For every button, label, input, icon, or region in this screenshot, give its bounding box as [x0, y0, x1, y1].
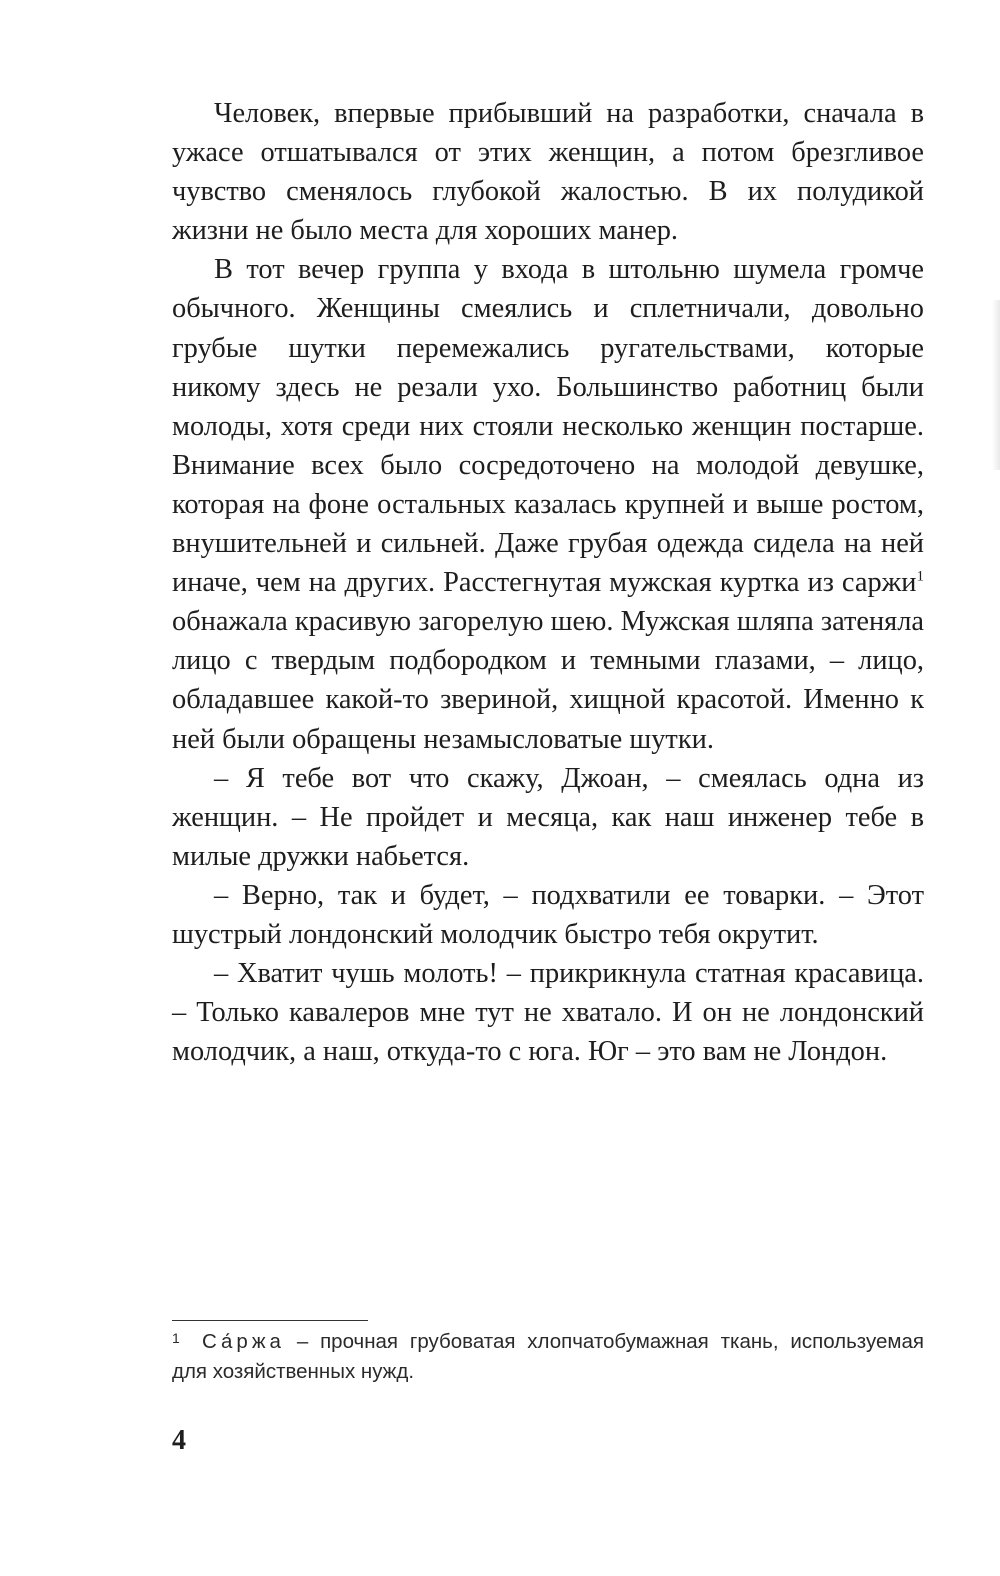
paragraph-3: – Я тебе вот что скажу, Джоан, – смеялась одна из женщин. – Не пройдет и месяца, как наш инженер тебе в милые дружки набьется.: [172, 762, 924, 872]
footnote-term: Са́ржа: [202, 1330, 285, 1353]
footnote-text: – прочная грубоватая хлопчатобумажная ткань, используемая для хозяйственных нужд.: [172, 1330, 924, 1383]
footnote-divider: [172, 1320, 368, 1321]
page-edge-shadow: [992, 300, 1000, 470]
footnote-reference: 1: [916, 568, 924, 585]
paragraph-2: [172, 250, 924, 758]
page-number: 4: [172, 1425, 186, 1456]
footnote: [172, 1327, 924, 1387]
paragraph-5: – Хватит чушь молоть! – прикрикнула статная красавица. – Только кавалеров мне тут не хватало. И он не лондонский молодчик, а наш, откуда-то с юга. Юг – это вам не Лондон.: [172, 958, 924, 1068]
paragraph-2-text: В тот вечер группа у входа в штольню шумела громче обычного. Женщины смеялись и сплетничали, довольно грубые шутки перемежались ругательствами, которые никому здесь не резали ухо. Большинство работниц были молоды, хотя среди них стояли несколько женщин постарше. Внимание всех было сосредоточено на молодой девушке, которая на фоне остальных казалась крупней и выше ростом, внушительней и сильней. Даже грубая одежда сидела на ней иначе, чем на других. Расстегнутая мужская куртка из саржи: [172, 254, 924, 599]
main-text: [172, 94, 924, 1071]
paragraph-4: – Верно, так и будет, – подхватили ее товарки. – Этот шустрый лондонский молодчик быстро тебя окрутит.: [172, 879, 924, 950]
paragraph-2-continuation: обнажала красивую загорелую шею. Мужская шляпа затеняла лицо с твердым подбородком и темными глазами, – лицо, обладавшее какой-то звериной, хищной красотой. Именно к ней были обращены незамысловатые шутки.: [172, 606, 924, 755]
footnote-marker: 1: [172, 1330, 180, 1346]
paragraph-1: Человек, впервые прибывший на разработки, сначала в ужасе отшатывался от этих женщин, а потом брезгливое чувство сменялось глубокой жалостью. В их полудикой жизни не было места для хороших манер.: [172, 98, 924, 247]
